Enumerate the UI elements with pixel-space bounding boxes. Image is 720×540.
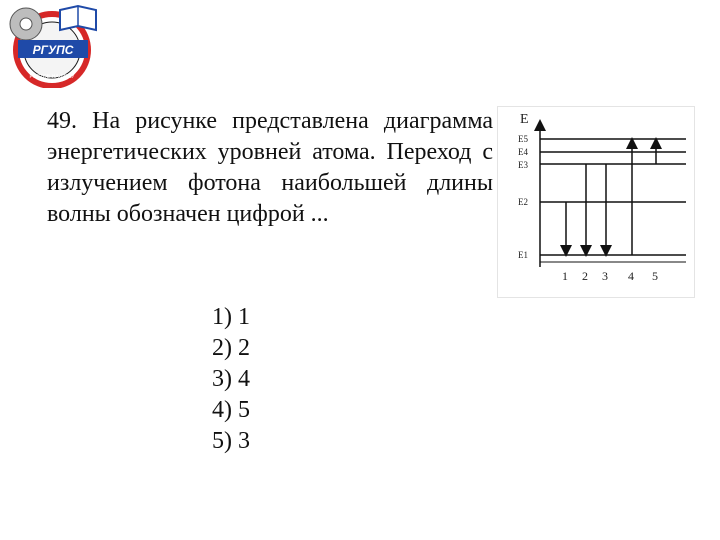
answer-option-4[interactable]: 4) 5 (212, 397, 250, 423)
answer-option-2[interactable]: 2) 2 (212, 335, 250, 361)
transition-label-2: 2 (582, 269, 588, 283)
answer-option-1[interactable]: 1) 1 (212, 304, 250, 330)
book-icon (60, 6, 96, 30)
level-label-e4: E4 (518, 147, 528, 157)
answer-option-5[interactable]: 5) 3 (212, 428, 250, 454)
energy-axis-label: E (520, 112, 529, 127)
university-logo (4, 2, 100, 88)
level-label-e5: E5 (518, 134, 528, 144)
gear-icon (10, 8, 42, 40)
question-text: 49. На рисунке представлена диаграмма энергетических уровней атома. Переход с излучением фотона наибольшей длины волны обозначен цифрой ... (47, 108, 493, 227)
transition-label-4: 4 (628, 269, 634, 283)
transition-label-3: 3 (602, 269, 608, 283)
logo-ring-text: РОСТОВ-НА-ДОНУ (29, 74, 75, 80)
level-label-e2: E2 (518, 197, 528, 207)
answer-list (212, 302, 250, 457)
level-label-e3: E3 (518, 160, 528, 170)
logo-wordmark: РГУПС (32, 43, 74, 57)
transition-label-5: 5 (652, 269, 658, 283)
energy-level-diagram (497, 106, 695, 298)
transition-label-1: 1 (562, 269, 568, 283)
level-label-e1: E1 (518, 250, 528, 260)
answer-option-3[interactable]: 3) 4 (212, 366, 250, 392)
